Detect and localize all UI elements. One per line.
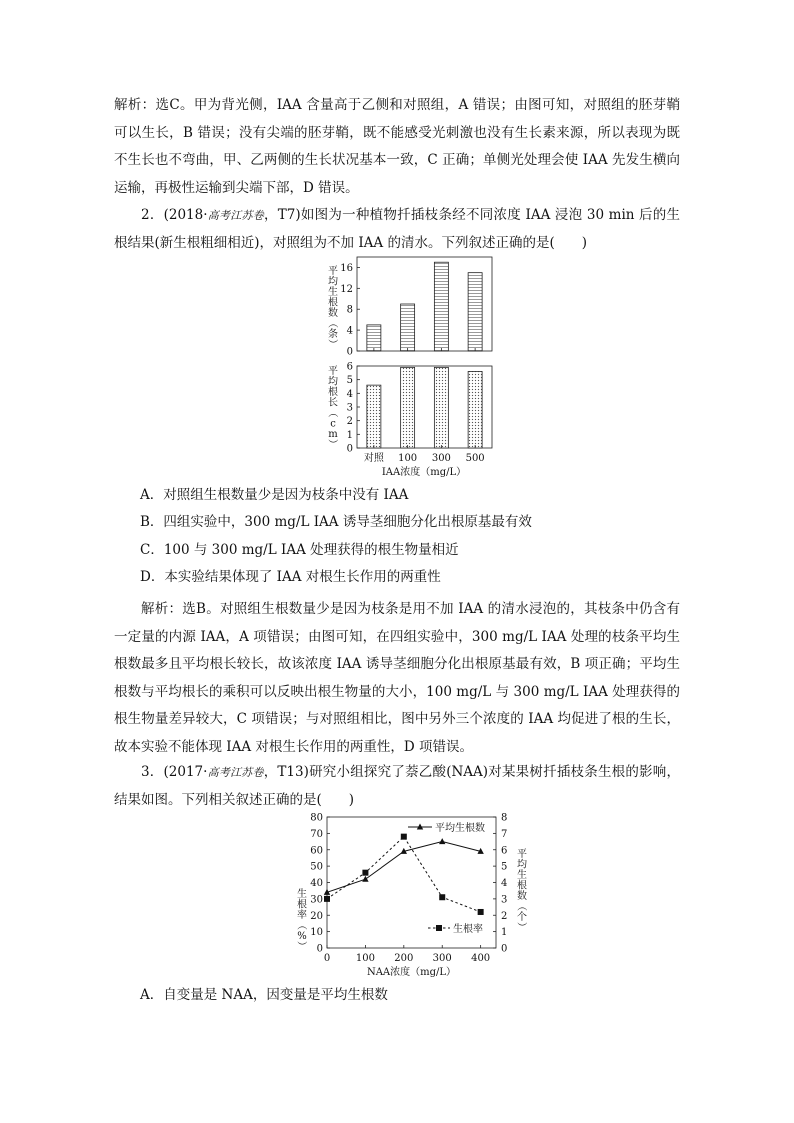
roots-count-ylabel-char: ） [326,339,338,349]
q2-option-a: A．对照组生根数量少是因为枝条中没有 IAA [140,487,409,503]
naa-xtick-label: 0 [323,953,331,964]
root-length-ytick-label: 3 [346,402,353,414]
root-length-ytick-label: 5 [346,375,353,387]
root-length-ylabel-char: 根 [328,387,338,398]
naa-yleft-tick-label: 60 [310,845,323,857]
series-mean-roots-point [362,876,368,882]
legend-mean-roots-label: 平均生根数 [435,823,485,834]
iaa-xlabel: IAA浓度（mg/L） [381,467,467,478]
naa-yright-label-char: （ [515,901,527,911]
naa-yleft-label [296,887,308,951]
iaa-xtick-label: 对照 [363,453,384,464]
naa-yright-tick-label: 4 [501,878,508,889]
naa-yright-label-char: 根 [517,880,527,892]
roots-count-ytick-label: 8 [346,304,353,316]
naa-yright-tick-label: 2 [501,910,508,922]
root-length-ytick-label: 2 [346,416,353,428]
roots-count-bar [434,262,448,351]
naa-yleft-tick-label: 50 [310,861,323,873]
q3-source: 高考江苏卷 [207,766,264,779]
naa-yleft-label-char: % [297,931,307,942]
naa-yleft-label-char: 根 [297,899,307,911]
roots-count-ylabel-char: 条 [328,329,338,340]
naa-xtick-label: 200 [394,953,414,964]
q3-option-a: A．自变量是 NAA，因变量是平均生根数 [140,987,388,1003]
series-rooting-rate-point [362,870,368,876]
naa-yleft-tick-label: 10 [310,927,323,939]
root-length-ylabel-char: 平 [328,366,338,377]
naa-yleft-tick-label: 40 [310,878,323,889]
root-length-ytick-label: 4 [346,388,353,400]
root-length-ylabel-char: ） [326,439,338,449]
legend-rooting-rate-marker [436,925,442,931]
roots-count-ylabel-char: （ [326,318,338,328]
naa-yright-label-char: 数 [517,891,527,902]
series-rooting-rate-point [324,896,330,902]
iaa-bar-charts [0,250,794,480]
root-length-ylabel [327,365,339,449]
naa-yright-tick-label: 6 [501,845,508,857]
series-mean-roots-point [439,838,445,844]
naa-yright-label [516,848,528,932]
naa-yright-label-char: 个 [517,912,527,923]
root-length-ylabel-char: 均 [328,376,338,388]
naa-yleft-label-char: 生 [297,889,307,900]
naa-yright-tick-label: 1 [501,927,508,939]
root-length-ylabel-char: （ [326,407,338,418]
naa-yleft-label-char: （ [295,920,307,930]
roots-count-ytick-label: 0 [346,346,353,358]
root-length-ylabel-char: c [330,418,336,430]
roots-count-ylabel [327,265,339,349]
naa-yleft-tick-label: 0 [316,943,323,955]
root-length-bar [468,371,482,448]
q2-text: ，T7)如图为一种植物扦插枝条经不同浓度 IAA 浸泡 30 min 后的生根结果(新生根粗细相近)，对照组为不加 IAA 的清水。下列叙述正确的是( ) [114,207,681,251]
roots-count-ylabel-char: 生 [328,287,338,298]
naa-yleft-label-char: 率 [297,910,307,921]
naa-yleft-tick-label: 70 [310,828,323,840]
naa-yright-tick-label: 0 [501,943,508,955]
q2-option-b: B．四组实验中，300 mg/L IAA 诱导茎细胞分化出根原基最有效 [140,514,532,530]
q2-source: 高考江苏卷 [207,209,265,222]
roots-count-bar [401,304,415,351]
legend-rooting-rate-label: 生根率 [453,924,483,935]
naa-yleft-tick-label: 30 [310,894,323,906]
naa-yright-tick-label: 3 [501,894,508,906]
q3-prefix: 3．(2017· [141,764,208,780]
roots-count-ytick-label: 12 [340,283,353,295]
naa-xtick-label: 300 [432,953,452,964]
root-length-bar [434,367,448,448]
root-length-ytick-label: 6 [346,361,353,373]
iaa-xtick-label: 300 [431,453,451,464]
naa-xtick-label: 100 [355,953,375,964]
root-length-bar [367,385,381,448]
naa-yright-tick-label: 7 [501,828,508,840]
naa-yright-label-char: ） [515,922,527,932]
question-2 [114,202,680,257]
root-length-ytick-label: 1 [346,429,353,441]
root-length-ylabel-char: 长 [328,397,338,409]
roots-count-ylabel-char: 根 [328,297,338,309]
naa-yright-label-char: 平 [517,849,527,860]
roots-count-ylabel-char: 平 [328,266,338,277]
naa-yright-label-char: 生 [517,870,527,881]
naa-yright-tick-label: 8 [501,812,508,824]
roots-count-ylabel-char: 数 [328,308,338,319]
naa-line-chart [0,805,794,985]
analysis-q2: 解析：选B。对照组生根数量少是因为枝条是用不加 IAA 的清水浸泡的，其枝条中仍含有一定量的内源 IAA，A 项错误；由图可知，在四组实验中，300 mg/L IAA 处理的枝条平均生根数最多且平均根长较长，故该浓度 IAA 诱导茎细胞分化出根原基最有效，B 项正确；平均生根数与平均根长的乘积可以反映出根生物量的大小，100 mg/L 与 300 mg/L IAA 处理获得的根生物量差异较大，C 项错误；与对照组相比，图中另外三个浓度的 IAA 均促进了根的生长，故本实验不能体现 IAA 对根生长作用的两重性，D 项错误。 [114,601,680,755]
series-rooting-rate-point [478,909,484,915]
root-length-bar [401,367,415,448]
iaa-xtick-label: 100 [398,453,418,464]
roots-count-bar [367,325,381,351]
roots-count-ylabel-char: 均 [328,276,338,288]
roots-count-ytick-label: 16 [340,262,353,274]
roots-count-bar [468,273,482,351]
q3-text: ，T13)研究小组探究了萘乙酸(NAA)对某果树扦插枝条生根的影响，结果如图。下列相关叙述正确的是( ) [114,764,681,808]
root-length-ytick-label: 0 [346,443,353,455]
naa-yright-tick-label: 5 [501,861,508,873]
q2-option-c: C．100 与 300 mg/L IAA 处理获得的根生物量相近 [140,542,459,558]
q2-prefix: 2．(2018· [141,207,208,223]
root-length-ylabel-char: m [328,429,338,440]
naa-yleft-label-char: ） [295,941,307,951]
roots-count-ytick-label: 4 [346,325,353,337]
naa-xlabel: NAA浓度（mg/L） [366,967,457,978]
naa-xtick-label: 400 [471,953,491,964]
iaa-xtick-label: 500 [465,453,485,464]
naa-yleft-tick-label: 80 [310,812,323,824]
naa-yright-label-char: 均 [517,859,527,871]
series-rooting-rate-point [401,834,407,840]
analysis-q1: 解析：选C。甲为背光侧，IAA 含量高于乙侧和对照组，A 错误；由图可知，对照组的胚芽鞘可以生长，B 错误；没有尖端的胚芽鞘，既不能感受光刺激也没有生长素来源，所以表现为既不生长也不弯曲，甲、乙两侧的生长状况基本一致，C 正确；单侧光处理会使 IAA 先发生横向运输，再极性运输到尖端下部，D 错误。 [114,97,680,196]
naa-yleft-tick-label: 20 [310,910,323,922]
q2-option-d: D．本实验结果体现了 IAA 对根生长作用的两重性 [140,569,441,585]
series-rooting-rate-point [439,894,445,900]
